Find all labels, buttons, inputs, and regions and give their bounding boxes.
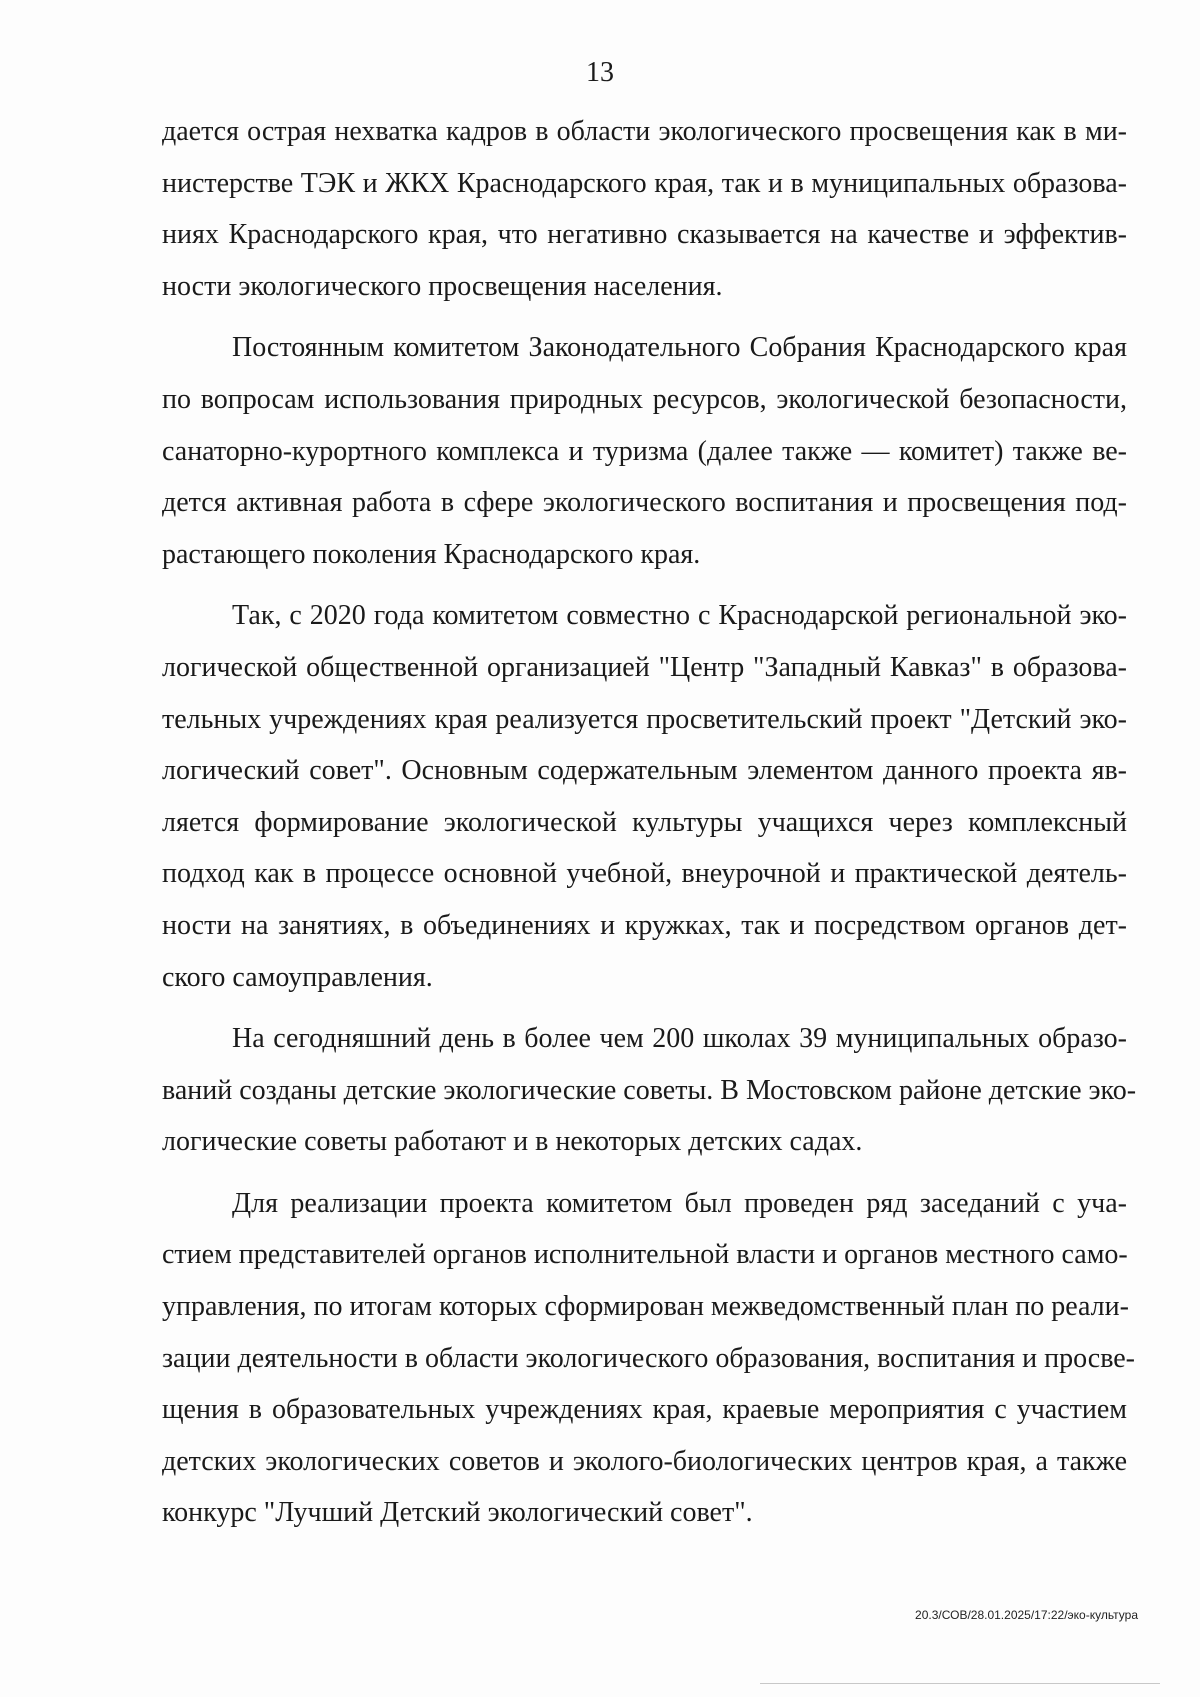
paragraph-gap [162,1168,1127,1178]
text-line: зации деятельности в области экологического образования, воспитания и просве- [162,1342,1135,1374]
body-text [162,106,1137,1539]
text-line: подход как в процессе основной учебной, внеурочной и практической деятель- [162,858,1127,890]
text-line: Так, с 2020 года комитетом совместно с Краснодарской региональной эко- [232,600,1127,632]
text-line: ности на занятиях, в объединениях и кружках, так и посредством органов дет- [162,909,1127,941]
paragraph [162,1178,1135,1539]
text-line: детских экологических советов и эколого-биологических центров края, а также [162,1445,1127,1477]
text-line: ваний созданы детские экологические советы. В Мостовском районе детские эко- [162,1074,1137,1106]
paragraph [162,322,1127,580]
text-line: ниях Краснодарского края, что негативно сказывается на качестве и эффектив- [162,219,1127,251]
text-line: по вопросам использования природных ресурсов, экологической безопасности, [162,383,1127,415]
paragraph [162,590,1127,1003]
document-footer-code: 20.3/СОВ/28.01.2025/17:22/эко-культура [915,1608,1138,1622]
text-line: логической общественной организацией "Центр "Западный Кавказ" в образова- [162,651,1127,683]
text-line: щения в образовательных учреждениях края, краевые мероприятия с участием [162,1394,1127,1426]
paragraph-gap [162,1003,1127,1013]
text-line: нистерстве ТЭК и ЖКХ Краснодарского края, так и в муниципальных образова- [162,167,1127,199]
text-line: логические советы работают и в некоторых детских садах. [162,1126,863,1158]
text-line: дается острая нехватка кадров в области экологического просвещения как в ми- [162,116,1127,147]
text-line: На сегодняшний день в более чем 200 школах 39 муниципальных образо- [232,1023,1127,1055]
text-line: логический совет". Основным содержательным элементом данного проекта яв- [162,755,1127,787]
text-line: ности экологического просвещения населения. [162,270,723,302]
page-number: 13 [586,57,614,88]
text-line: Постоянным комитетом Законодательного Собрания Краснодарского края [232,332,1127,364]
text-line: ляется формирование экологической культуры учащихся через комплексный [162,806,1127,838]
scan-edge-line [760,1683,1160,1684]
text-line: стием представителей органов исполнительной власти и органов местного само- [162,1239,1128,1271]
paragraph [162,106,1127,312]
text-line: тельных учреждениях края реализуется просветительский проект "Детский эко- [162,703,1127,735]
text-line: ского самоуправления. [162,961,433,993]
text-line: растающего поколения Краснодарского края. [162,538,701,570]
text-line: управления, по итогам которых сформирован межведомственный план по реали- [162,1291,1129,1323]
text-line: дется активная работа в сфере экологического воспитания и просвещения под- [162,487,1127,519]
text-line: Для реализации проекта комитетом был проведен ряд заседаний с уча- [232,1187,1127,1219]
text-line: санаторно-курортного комплекса и туризма (далее также — комитет) также ве- [162,435,1127,467]
paragraph-gap [162,312,1127,322]
paragraph-gap [162,580,1127,590]
paragraph [162,1013,1137,1168]
text-line: конкурс "Лучший Детский экологический совет". [162,1497,753,1529]
